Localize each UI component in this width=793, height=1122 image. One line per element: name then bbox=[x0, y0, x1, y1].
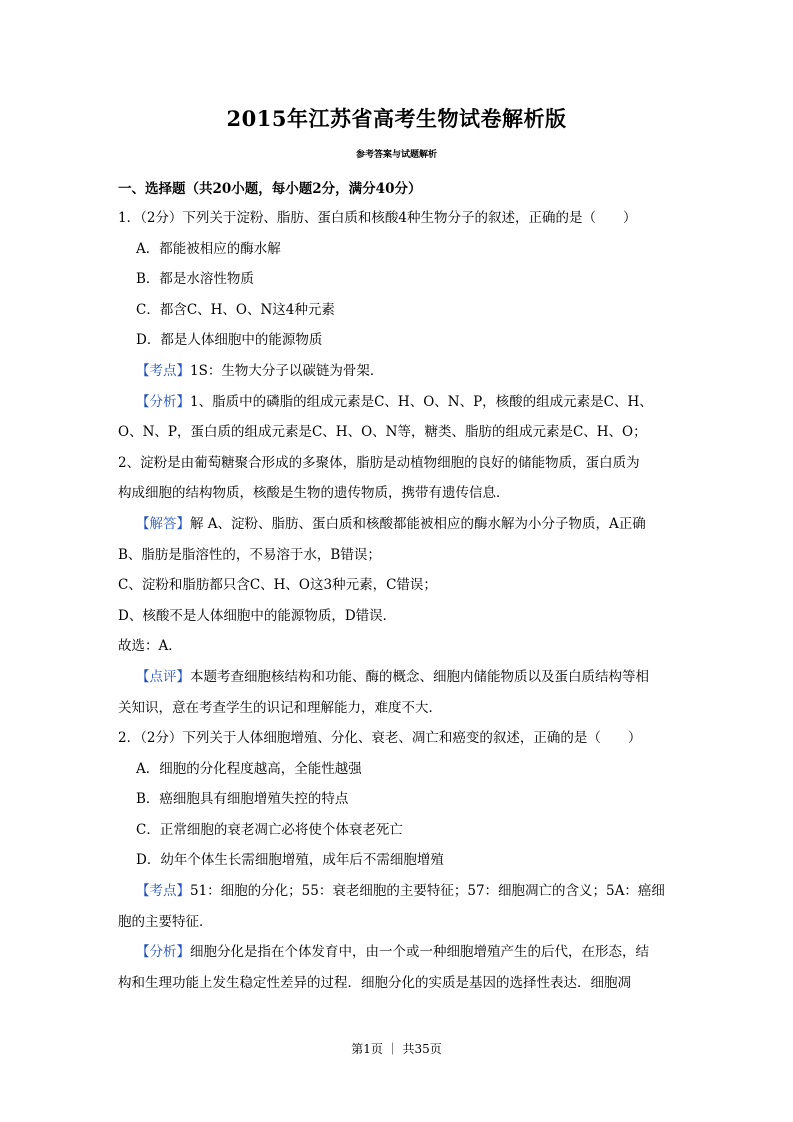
document-title: 2015年江苏省高考生物试卷解析版 bbox=[226, 106, 567, 131]
page-footer: 第1页 ｜ 共35页 bbox=[351, 1042, 442, 1056]
page-content bbox=[118, 203, 678, 998]
question-2-stem: 2．（2分）下列关于人体细胞增殖、分化、衰老、凋亡和癌变的叙述，正确的是（ ） bbox=[118, 730, 642, 747]
fenxi-tag: 【分析】 bbox=[136, 393, 190, 410]
question-1-fenxi-line: O、N、P，蛋白质的组成元素是C、H、O、N等，糖类、脂肪的组成元素是C、H、O； bbox=[118, 424, 647, 441]
question-2-option-c: C．正常细胞的衰老凋亡必将使个体衰老死亡 bbox=[136, 821, 403, 838]
document-subtitle: 参考答案与试题解析 bbox=[355, 150, 437, 160]
question-1-jieda-line: C、淀粉和脂肪都只含C、H、O这3种元素，C错误； bbox=[118, 577, 437, 594]
dianping-text: 本题考查细胞核结构和功能、酶的概念、细胞内储能物质以及蛋白质结构等相 bbox=[190, 668, 649, 685]
question-2-fenxi-line: 构和生理功能上发生稳定性差异的过程．细胞分化的实质是基因的选择性表达．细胞凋 bbox=[118, 974, 631, 991]
kaodian-tag: 【考点】 bbox=[136, 883, 190, 900]
jieda-text: 解 A、淀粉、脂肪、蛋白质和核酸都能被相应的酶水解为小分子物质，A正确 bbox=[190, 515, 646, 532]
question-1-option-b: B．都是水溶性物质 bbox=[136, 271, 254, 288]
dianping-tag: 【点评】 bbox=[136, 668, 190, 685]
section-heading: 一、选择题（共20小题，每小题2分，满分40分） bbox=[118, 181, 422, 197]
question-1-fenxi bbox=[118, 387, 678, 418]
question-1-option-a: A．都能被相应的酶水解 bbox=[136, 240, 281, 257]
question-1-stem: 1．（2分）下列关于淀粉、脂肪、蛋白质和核酸4种生物分子的叙述，正确的是（ ） bbox=[118, 210, 637, 226]
fenxi-tag: 【分析】 bbox=[136, 944, 190, 961]
fenxi-text: 细胞分化是指在个体发育中，由一个或一种细胞增殖产生的后代，在形态，结 bbox=[190, 944, 649, 961]
question-1-option-c: C．都含C、H、O、N这4种元素 bbox=[136, 301, 335, 318]
question-1-dianping bbox=[118, 662, 678, 693]
question-2-fenxi bbox=[118, 937, 678, 968]
question-2-kaodian bbox=[118, 876, 678, 907]
question-2-option-a: A．细胞的分化程度越高，全能性越强 bbox=[136, 760, 362, 777]
question-1-jieda-line: B、脂肪是脂溶性的，不易溶于水，B错误； bbox=[118, 546, 381, 563]
question-1-fenxi-line: 构成细胞的结构物质，核酸是生物的遗传物质，携带有遗传信息． bbox=[118, 485, 510, 502]
question-2-kaodian-line: 胞的主要特征． bbox=[118, 913, 213, 930]
kaodian-text: 51：细胞的分化；55：衰老细胞的主要特征；57：细胞凋亡的含义；5A：癌细 bbox=[190, 883, 665, 900]
question-1-kaodian bbox=[118, 356, 678, 387]
question-2-option-b: B．癌细胞具有细胞增殖失控的特点 bbox=[136, 791, 349, 808]
question-2-option-d: D．幼年个体生长需细胞增殖，成年后不需细胞增殖 bbox=[136, 852, 444, 869]
fenxi-text: 1、脂质中的磷脂的组成元素是C、H、O、N、P，核酸的组成元素是C、H、 bbox=[190, 393, 653, 410]
jieda-tag: 【解答】 bbox=[136, 515, 190, 532]
question-1-answer: 故选：A． bbox=[118, 638, 182, 655]
question-1-option-d: D．都是人体细胞中的能源物质 bbox=[136, 332, 323, 349]
question-1-fenxi-line: 2、淀粉是由葡萄糖聚合形成的多聚体，脂肪是动植物细胞的良好的储能物质，蛋白质为 bbox=[118, 454, 640, 471]
kaodian-tag: 【考点】 bbox=[136, 362, 190, 379]
kaodian-text: 1S：生物大分子以碳链为骨架． bbox=[190, 362, 384, 379]
question-1-jieda-line: D、核酸不是人体细胞中的能源物质，D错误． bbox=[118, 607, 397, 624]
question-1-jieda bbox=[118, 509, 678, 540]
question-1-dianping-line: 关知识，意在考查学生的识记和理解能力，难度不大． bbox=[118, 699, 442, 716]
